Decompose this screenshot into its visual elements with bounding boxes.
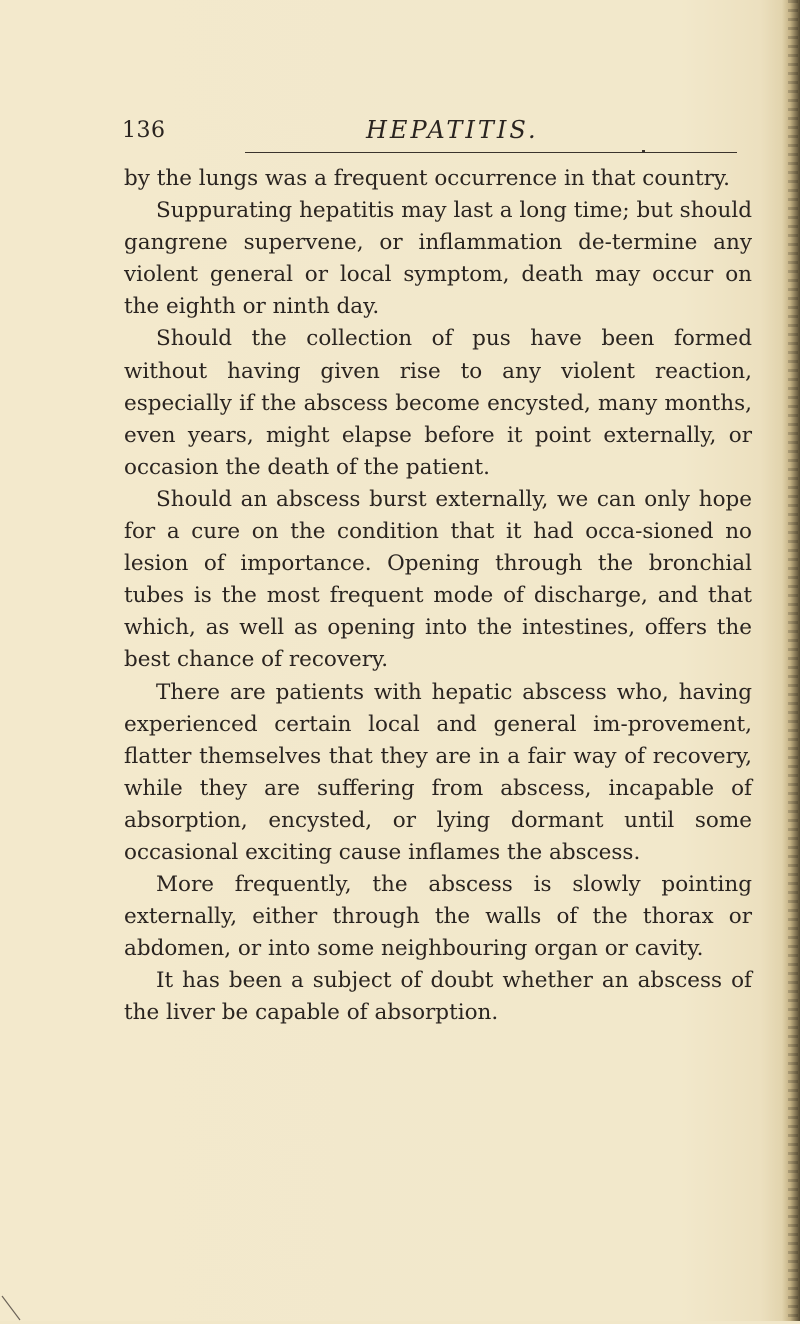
page-header xyxy=(122,118,742,154)
page-edge-marks xyxy=(788,0,798,1321)
header-rule-mark xyxy=(642,150,645,152)
header-rule xyxy=(245,152,737,153)
body-text xyxy=(124,163,752,1030)
running-head: HEPATITIS. xyxy=(366,116,539,144)
paragraph-pus-collection: Should the collection of pus have been formed without having given rise to any violent reaction, especially if the abscess become encysted, many months, even years, might elapse before it point externally, or occasion the death of the patient. xyxy=(124,326,752,480)
paragraph-suppurating-hepatitis: Suppurating hepatitis may last a long time; but should gangrene supervene, or inflammation de-termine any violent general or local symptom, death may occur on the eighth or ninth day. xyxy=(124,198,752,320)
page-number: 136 xyxy=(122,118,166,143)
paragraph-pointing-externally: More frequently, the abscess is slowly pointing externally, either through the walls of the thorax or abdomen, or into some neighbouring organ or cavity. xyxy=(124,872,752,962)
paragraph-continuation: by the lungs was a frequent occurrence in that country. xyxy=(124,166,730,191)
paragraph-absorption-doubt: It has been a subject of doubt whether an abscess of the liver be capable of absorption. xyxy=(124,968,752,1026)
paragraph-patients-improvement: There are patients with hepatic abscess who, having experienced certain local and general im-provement, flatter themselves that they are in a fair way of recovery, while they are suffering from abscess, incapable of absorption, encysted, or lying dormant until some occasional exciting cause inflames the abscess. xyxy=(124,679,752,865)
paragraph-abscess-burst: Should an abscess burst externally, we can only hope for a cure on the condition that it had occa-sioned no lesion of importance. Opening through the bronchial tubes is the most frequent mode of discharge, and that which, as well as opening into the intestines, offers the best chance of recovery. xyxy=(124,486,752,673)
corner-scratch-mark xyxy=(0,1294,30,1324)
